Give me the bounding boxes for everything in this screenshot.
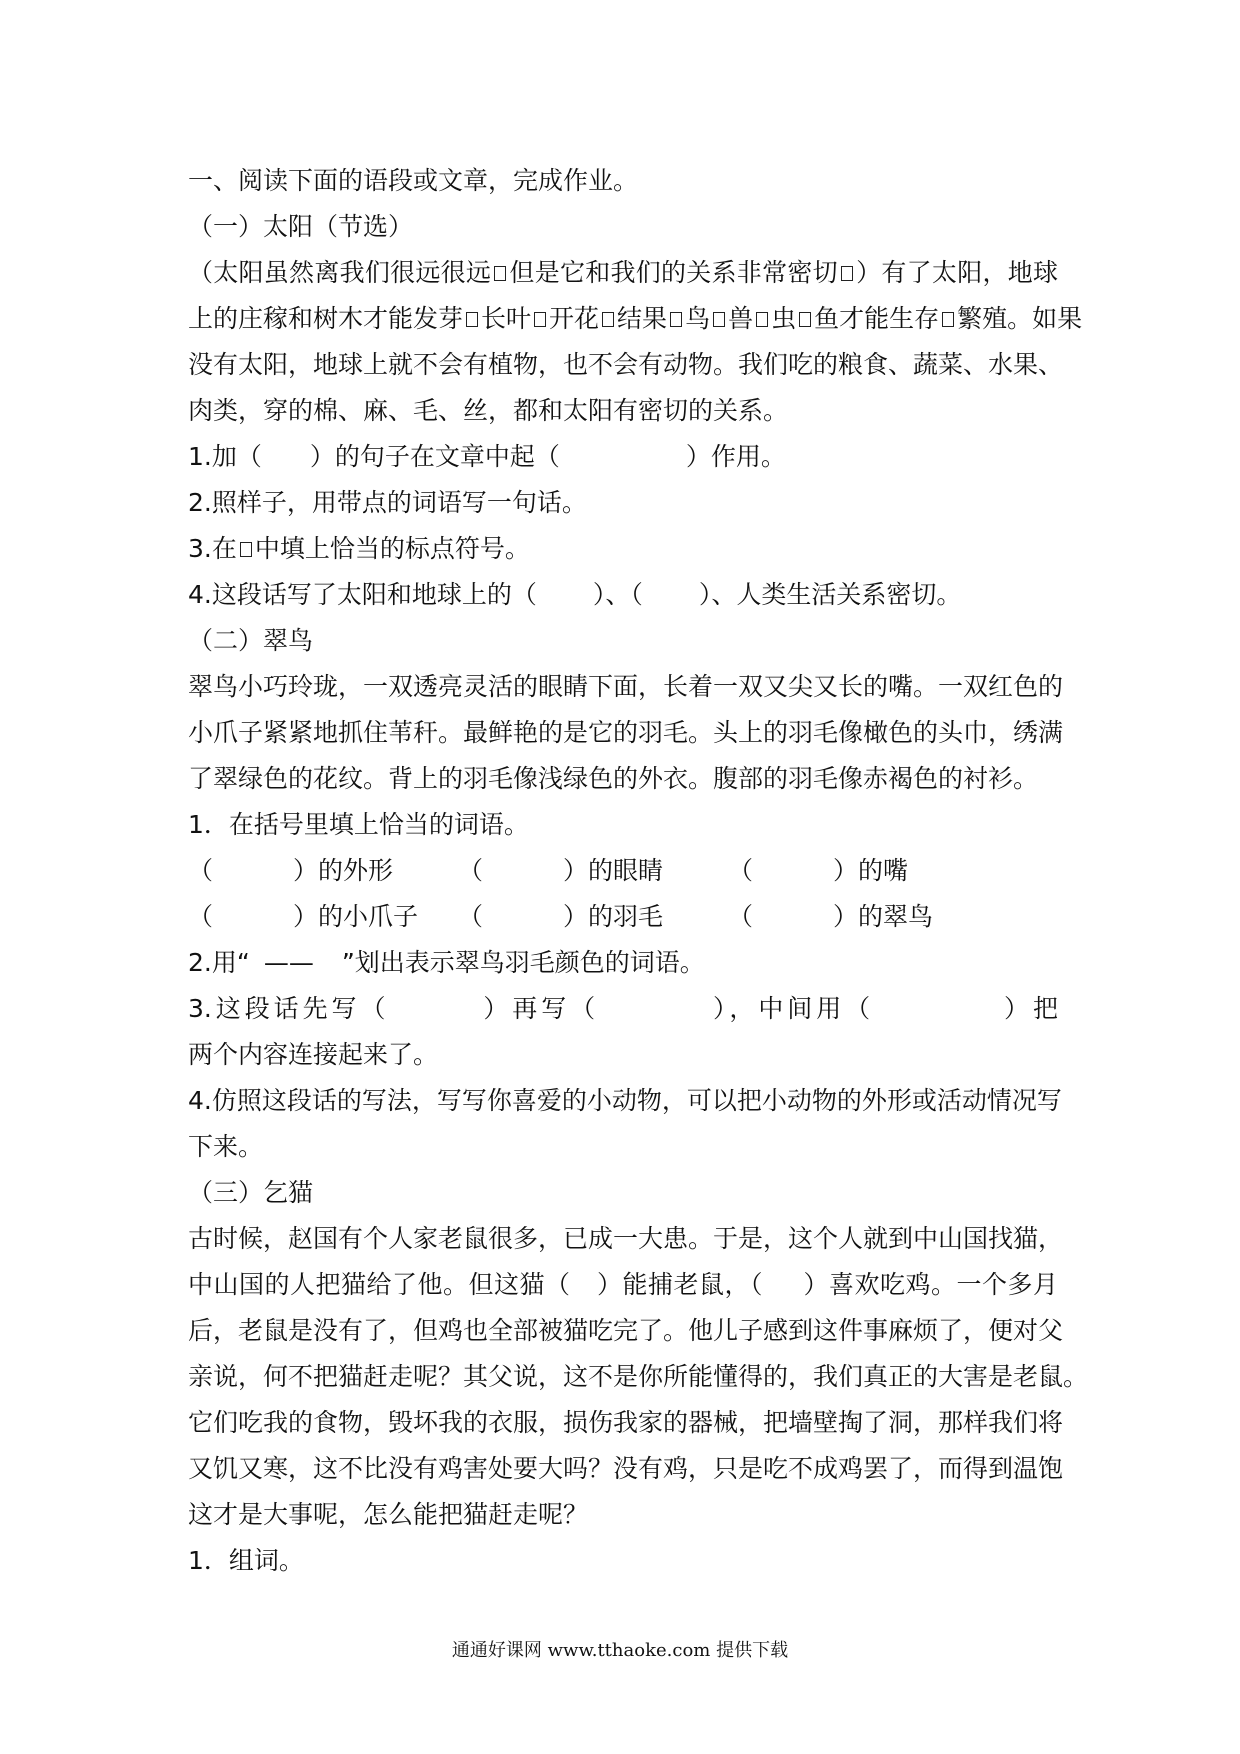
- text: （: [728, 902, 754, 931]
- blank-box: [466, 312, 478, 327]
- text: 2.用“: [188, 948, 250, 977]
- page-footer: [0, 1636, 1240, 1662]
- s1-title-text: （一）太阳（节选）: [188, 212, 414, 241]
- s1-paragraph-line-3: [188, 342, 1064, 388]
- fill-cell: [188, 894, 458, 940]
- text: （: [188, 902, 214, 931]
- s3-paragraph-line-1: [188, 1216, 1064, 1262]
- text: （: [458, 902, 484, 931]
- text: 4.这段话写了太阳和地球上的（: [188, 580, 537, 609]
- blank-box: [942, 312, 954, 327]
- fill-cell: [728, 894, 998, 940]
- fill-cell: [188, 848, 458, 894]
- text: ）能捕老鼠，（: [596, 1270, 763, 1299]
- text: 下来。: [188, 1132, 264, 1161]
- text: 它们吃我的食物，毁坏我的衣服，损伤我家的器械，把墙壁掏了洞，那样我们将: [188, 1408, 1064, 1437]
- text: ）的羽毛: [563, 902, 664, 931]
- s2-question-4-cont: [188, 1124, 1058, 1170]
- blank-box: [713, 312, 725, 327]
- text: （: [188, 856, 214, 885]
- text: 翠鸟小巧玲珑，一双透亮灵活的眼睛下面，长着一双又尖又长的嘴。一双红色的: [188, 672, 1064, 701]
- s1-paragraph-line-2: [188, 296, 1083, 342]
- s2-title: [188, 618, 1058, 664]
- s3-question-1: [188, 1538, 1058, 1584]
- heading-text: 一、阅读下面的语段或文章，完成作业。: [188, 166, 639, 195]
- text: 鸟: [685, 304, 711, 333]
- s1-title: [188, 204, 1058, 250]
- text: 又饥又寒，这不比没有鸡害处要大吗？没有鸡，只是吃不成鸡罢了，而得到温饱: [188, 1454, 1064, 1483]
- text: ）的眼睛: [563, 856, 664, 885]
- s2-question-2: [188, 940, 1058, 986]
- text: ），中间用（: [709, 994, 875, 1023]
- s1-question-3: [188, 526, 1058, 572]
- blank-box: [670, 312, 682, 327]
- text: ）再写（: [479, 994, 600, 1023]
- s3-title-text: （三）乞猫: [188, 1178, 314, 1207]
- text: 1.加（: [188, 442, 262, 471]
- text: （: [458, 856, 484, 885]
- s2-fill-row-2: [188, 894, 1058, 940]
- text: 中山国的人把猫给了他。但这猫（: [188, 1270, 571, 1299]
- fill-cell: [458, 894, 728, 940]
- text: 3.这段话先写（: [188, 994, 390, 1023]
- text: 结果: [617, 304, 668, 333]
- blank-box: [602, 312, 614, 327]
- text: 兽: [728, 304, 754, 333]
- s2-title-text: （二）翠鸟: [188, 626, 314, 655]
- s3-paragraph-line-7: [188, 1492, 1058, 1538]
- s2-paragraph-line-2: [188, 710, 1064, 756]
- text: 肉类，穿的棉、麻、毛、丝，都和太阳有密切的关系。: [188, 396, 789, 425]
- text: ）的嘴: [833, 856, 909, 885]
- text: ）的翠鸟: [833, 902, 934, 931]
- text: 长叶: [481, 304, 532, 333]
- s1-question-1: [188, 434, 1058, 480]
- footer-text: 通通好课网 www.tthaoke.com 提供下载: [451, 1640, 789, 1661]
- text: 但是它和我们的关系非常密切: [509, 258, 838, 287]
- underline-mark: ——: [263, 948, 314, 977]
- s3-paragraph-line-5: [188, 1400, 1064, 1446]
- s1-paragraph-line-1: [188, 250, 1058, 296]
- text: ）的小爪子: [293, 902, 419, 931]
- text: 开花: [549, 304, 600, 333]
- text: （: [728, 856, 754, 885]
- text: ）的句子在文章中起（: [309, 442, 560, 471]
- s1-question-4: [188, 572, 1058, 618]
- text: 古时候，赵国有个人家老鼠很多，已成一大患。于是，这个人就到中山国找猫，: [188, 1224, 1064, 1253]
- text: ）作用。: [685, 442, 786, 471]
- s3-paragraph-line-3: [188, 1308, 1064, 1354]
- s2-paragraph-line-1: [188, 664, 1064, 710]
- s2-question-4: [188, 1078, 1062, 1124]
- s2-fill-row-1: [188, 848, 1058, 894]
- text: 鱼才能生存: [814, 304, 940, 333]
- section-heading: [188, 158, 1058, 204]
- worksheet-body: [188, 158, 1089, 1584]
- s3-paragraph-line-2: [188, 1262, 1058, 1308]
- text: ”划出表示翠鸟羽毛颜色的词语。: [341, 948, 705, 977]
- text: （太阳虽然离我们很远很远: [188, 258, 492, 287]
- text: 这才是大事呢，怎么能把猫赶走呢？: [188, 1500, 589, 1529]
- text: 小爪子紧紧地抓住苇秆。最鲜艳的是它的羽毛。头上的羽毛像橄色的头巾，绣满: [188, 718, 1064, 747]
- s1-paragraph-line-4: [188, 388, 1058, 434]
- text: ）、（: [592, 580, 643, 609]
- blank-box: [494, 266, 506, 281]
- fill-cell: [458, 848, 728, 894]
- text: 虫: [771, 304, 797, 333]
- blank-box: [756, 312, 768, 327]
- text: 两个内容连接起来了。: [188, 1040, 439, 1069]
- text: 亲说，何不把猫赶走呢？其父说，这不是你所能懂得的，我们真正的大害是老鼠。: [188, 1362, 1089, 1391]
- s3-paragraph-line-4: [188, 1354, 1089, 1400]
- blank-box: [841, 266, 853, 281]
- blank-box: [240, 542, 252, 557]
- text: ）有了太阳，地球: [855, 258, 1058, 287]
- text: 3.在: [188, 534, 237, 563]
- fill-cell: [728, 848, 998, 894]
- s1-question-2: [188, 480, 1058, 526]
- text: 1．在括号里填上恰当的词语。: [188, 810, 529, 839]
- text: 后，老鼠是没有了，但鸡也全部被猫吃完了。他儿子感到这件事麻烦了，便对父: [188, 1316, 1064, 1345]
- text: ）喜欢吃鸡。一个多月: [802, 1270, 1058, 1299]
- s2-question-3: [188, 986, 1058, 1032]
- text: ）的外形: [293, 856, 394, 885]
- text: 2.照样子，用带点的词语写一句话。: [188, 488, 587, 517]
- s2-question-3-cont: [188, 1032, 1058, 1078]
- text: 繁殖。如果: [957, 304, 1083, 333]
- text: 4.仿照这段话的写法，写写你喜爱的小动物，可以把小动物的外形或活动情况写: [188, 1086, 1062, 1115]
- text: 1．组词。: [188, 1546, 304, 1575]
- text: ）、人类生活关系密切。: [698, 580, 962, 609]
- s3-title: [188, 1170, 1058, 1216]
- text: 中填上恰当的标点符号。: [254, 534, 530, 563]
- text: ）把: [1000, 994, 1058, 1023]
- blank-box: [534, 312, 546, 327]
- s3-paragraph-line-6: [188, 1446, 1064, 1492]
- s2-paragraph-line-3: [188, 756, 1058, 802]
- text: 没有太阳，地球上就不会有植物，也不会有动物。我们吃的粮食、蔬菜、水果、: [188, 350, 1064, 379]
- text: 上的庄稼和树木才能发芽: [188, 304, 464, 333]
- s2-question-1: [188, 802, 1058, 848]
- blank-box: [799, 312, 811, 327]
- text: 了翠绿色的花纹。背上的羽毛像浅绿色的外衣。腹部的羽毛像赤褐色的衬衫。: [188, 764, 1039, 793]
